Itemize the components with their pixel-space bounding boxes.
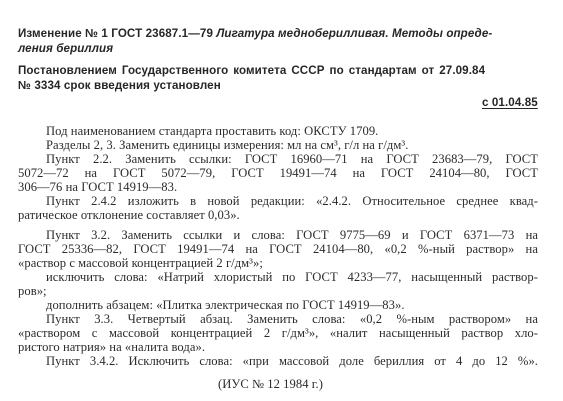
body-line-6: Пункт 2.4.2 изложить в новой редакции: «2.4.2. Относительное среднее квад- bbox=[46, 194, 538, 208]
body-line-1: Под наименованием стандарта проставить код: ОКСТУ 1709. bbox=[46, 124, 379, 138]
body-line-8: Пункт 3.2. Заменить ссылки и слова: ГОСТ 9775—69 и ГОСТ 6371—73 на bbox=[46, 228, 538, 242]
amendment-number: Изменение № 1 ГОСТ 23687.1—79 bbox=[18, 27, 214, 40]
body-line-16: Пункт 3.4.2. Исключить слова: «при массовой доле бериллия от 4 до 12 %». bbox=[46, 354, 538, 368]
body-line-4: 5072—72 на ГОСТ 5072—79, ГОСТ 19491—74 на ГОСТ 24104—80, ГОСТ bbox=[18, 166, 538, 180]
body-line-12: дополнить абзацем: «Плитка электрическая по ГОСТ 14919—83». bbox=[46, 298, 405, 312]
body-line-15: ристого натрия» на «налита вода». bbox=[18, 340, 206, 354]
body-line-2: Разделы 2, 3. Заменить единицы измерения: мл на см³, г/л на г/дм³. bbox=[46, 138, 409, 152]
body-line-7: ратическое отклонение составляет 0,03». bbox=[18, 208, 240, 222]
body-line-11a: исключить слова: «Натрий хлористый по ГОСТ 4233—77, насыщенный раствор- bbox=[46, 270, 538, 284]
standard-subject: Лигатура медноберилливая. Методы опреде- bbox=[216, 27, 493, 40]
source-reference: (ИУС № 12 1984 г.) bbox=[218, 377, 323, 391]
body-line-13: Пункт 3.3. Четвертый абзац. Заменить слова: «0,2 %-ным раствором» на bbox=[46, 312, 538, 326]
body-line-11b: ров»; bbox=[18, 284, 47, 298]
decree-line-2: № 3334 срок введения установлен bbox=[18, 79, 221, 92]
body-line-10: «раствор с массовой концентрацией 2 г/дм³»; bbox=[18, 256, 263, 270]
body-line-5: 306—76 на ГОСТ 14919—83. bbox=[18, 180, 178, 194]
body-line-9: ГОСТ 25336—82, ГОСТ 19491—74 на ГОСТ 24104—80, «0,2 %-ный раствор» на bbox=[18, 242, 538, 256]
amendment-title-line1 bbox=[18, 27, 492, 41]
body-line-14: «раствором с массовой концентрацией 2 г/дм³», «налит насыщенный раствор хло- bbox=[18, 326, 538, 340]
body-line-3: Пункт 2.2. Заменить ссылки: ГОСТ 16960—71 на ГОСТ 23683—79, ГОСТ bbox=[46, 152, 538, 166]
amendment-title-line2: ления бериллия bbox=[18, 42, 114, 55]
decree-line-1: Постановлением Государственного комитета СССР по стандартам от 27.09.84 bbox=[18, 64, 486, 77]
effective-date: с 01.04.85 bbox=[482, 96, 538, 109]
